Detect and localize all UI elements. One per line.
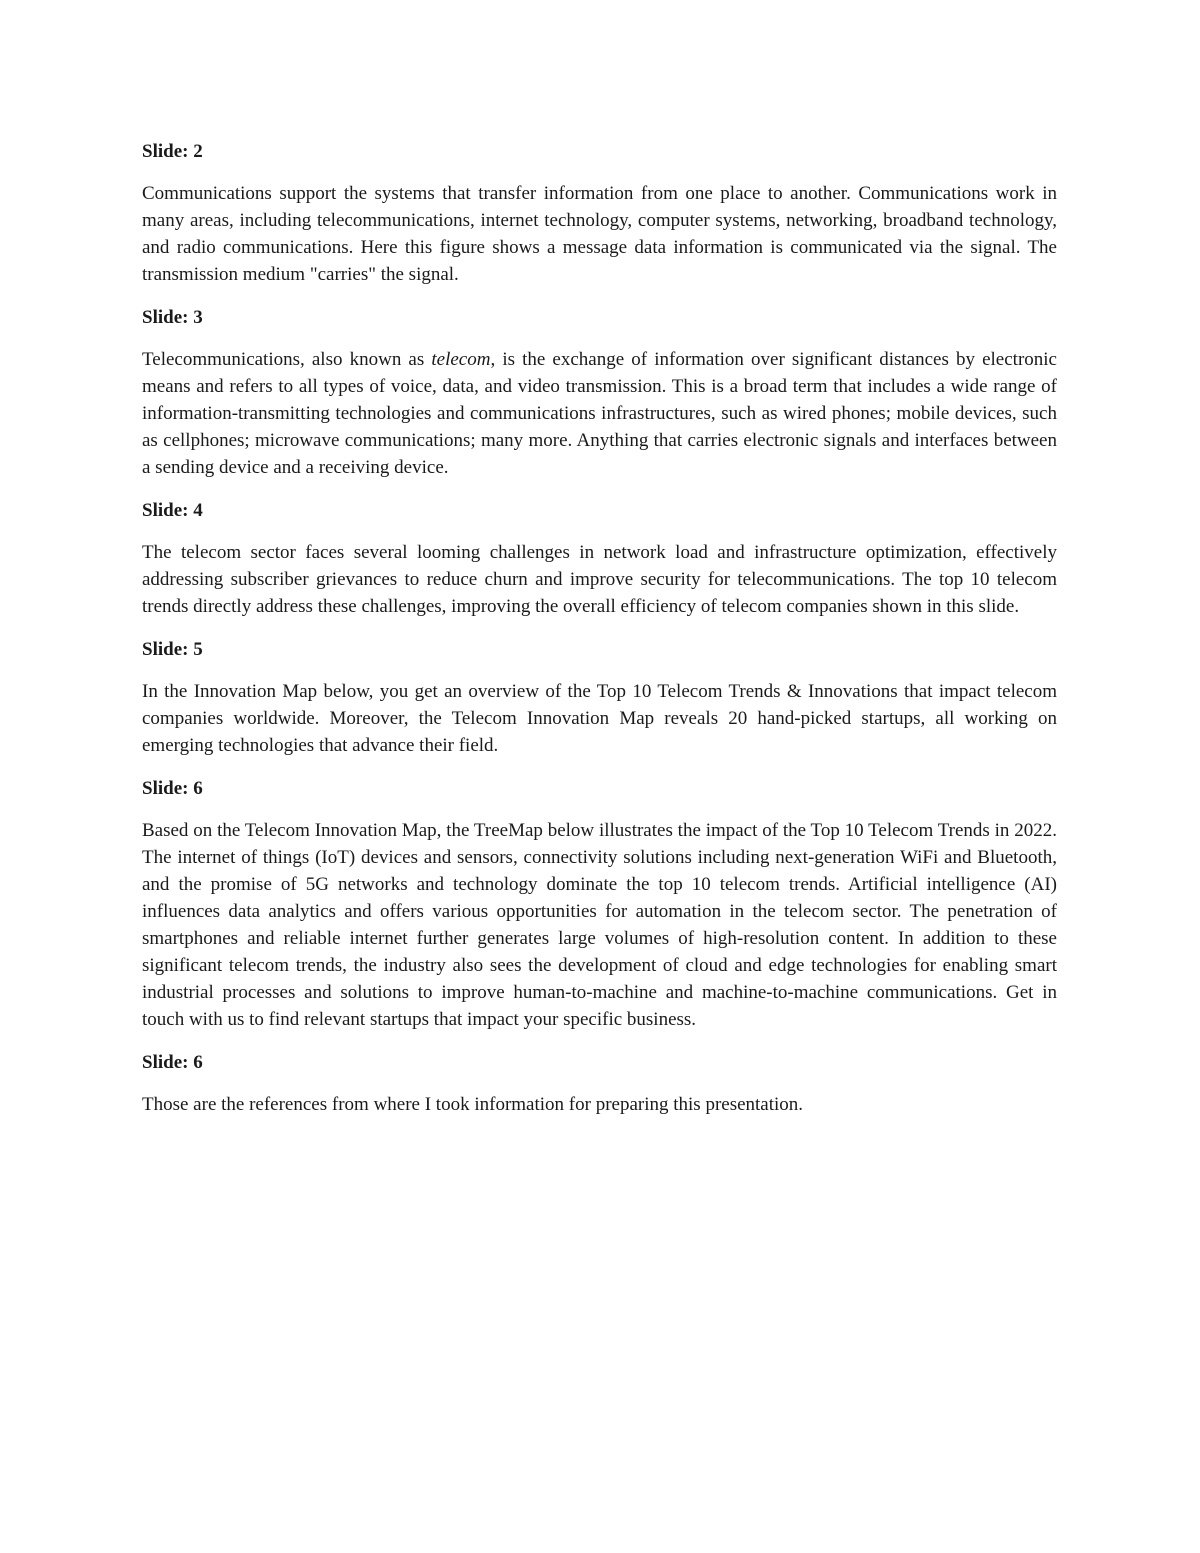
slide-paragraph: Communications support the systems that transfer information from one place to another. Communications work in many areas, including telecommunications, internet technology, computer systems, networking, broadband technology, and radio communications. Here this figure shows a message data information is communicated via the signal. The transmission medium "carries" the signal.	[142, 183, 1057, 285]
paragraph-text: Telecommunications, also known as	[142, 349, 432, 370]
slide-heading: Slide: 6	[142, 1052, 203, 1073]
section-slide-6-references	[142, 1049, 1057, 1118]
section-slide-2	[142, 138, 1057, 288]
section-slide-4	[142, 497, 1057, 620]
slide-heading: Slide: 6	[142, 778, 203, 799]
slide-heading: Slide: 2	[142, 141, 203, 162]
slide-paragraph: Those are the references from where I took information for preparing this presentation.	[142, 1094, 804, 1115]
slide-paragraph: Based on the Telecom Innovation Map, the TreeMap below illustrates the impact of the Top 10 Telecom Trends in 2022. The internet of things (IoT) devices and sensors, connectivity solutions including next-generation WiFi and Bluetooth, and the promise of 5G networks and technology dominate the top 10 telecom trends. Artificial intelligence (AI) influences data analytics and offers various opportunities for automation in the telecom sector. The penetration of smartphones and reliable internet further generates large volumes of high-resolution content. In addition to these significant telecom trends, the industry also sees the development of cloud and edge technologies for enabling smart industrial processes and solutions to improve human-to-machine and machine-to-machine communications. Get in touch with us to find relevant startups that impact your specific business.	[142, 820, 1057, 1030]
slide-paragraph: The telecom sector faces several looming challenges in network load and infrastructure optimization, effectively addressing subscriber grievances to reduce churn and improve security for telecommunications. The top 10 telecom trends directly address these challenges, improving the overall efficiency of telecom companies shown in this slide.	[142, 542, 1057, 617]
section-slide-3	[142, 304, 1057, 481]
slide-heading: Slide: 3	[142, 307, 203, 328]
slide-paragraph: In the Innovation Map below, you get an overview of the Top 10 Telecom Trends & Innovations that impact telecom companies worldwide. Moreover, the Telecom Innovation Map reveals 20 hand-picked startups, all working on emerging technologies that advance their field.	[142, 681, 1057, 756]
italic-term: telecom	[431, 349, 491, 370]
section-slide-5	[142, 636, 1057, 759]
document-body	[142, 138, 1057, 1134]
slide-paragraph	[142, 346, 1057, 481]
slide-heading: Slide: 5	[142, 639, 203, 660]
slide-heading: Slide: 4	[142, 500, 203, 521]
paragraph-text: , is the exchange of information over significant distances by electronic means and refers to all types of voice, data, and video transmission. This is a broad term that includes a wide range of information-transmitting technologies and communications infrastructures, such as wired phones; mobile devices, such as cellphones; microwave communications; many more. Anything that carries electronic signals and interfaces between a sending device and a receiving device.	[142, 349, 1057, 478]
section-slide-6	[142, 775, 1057, 1033]
